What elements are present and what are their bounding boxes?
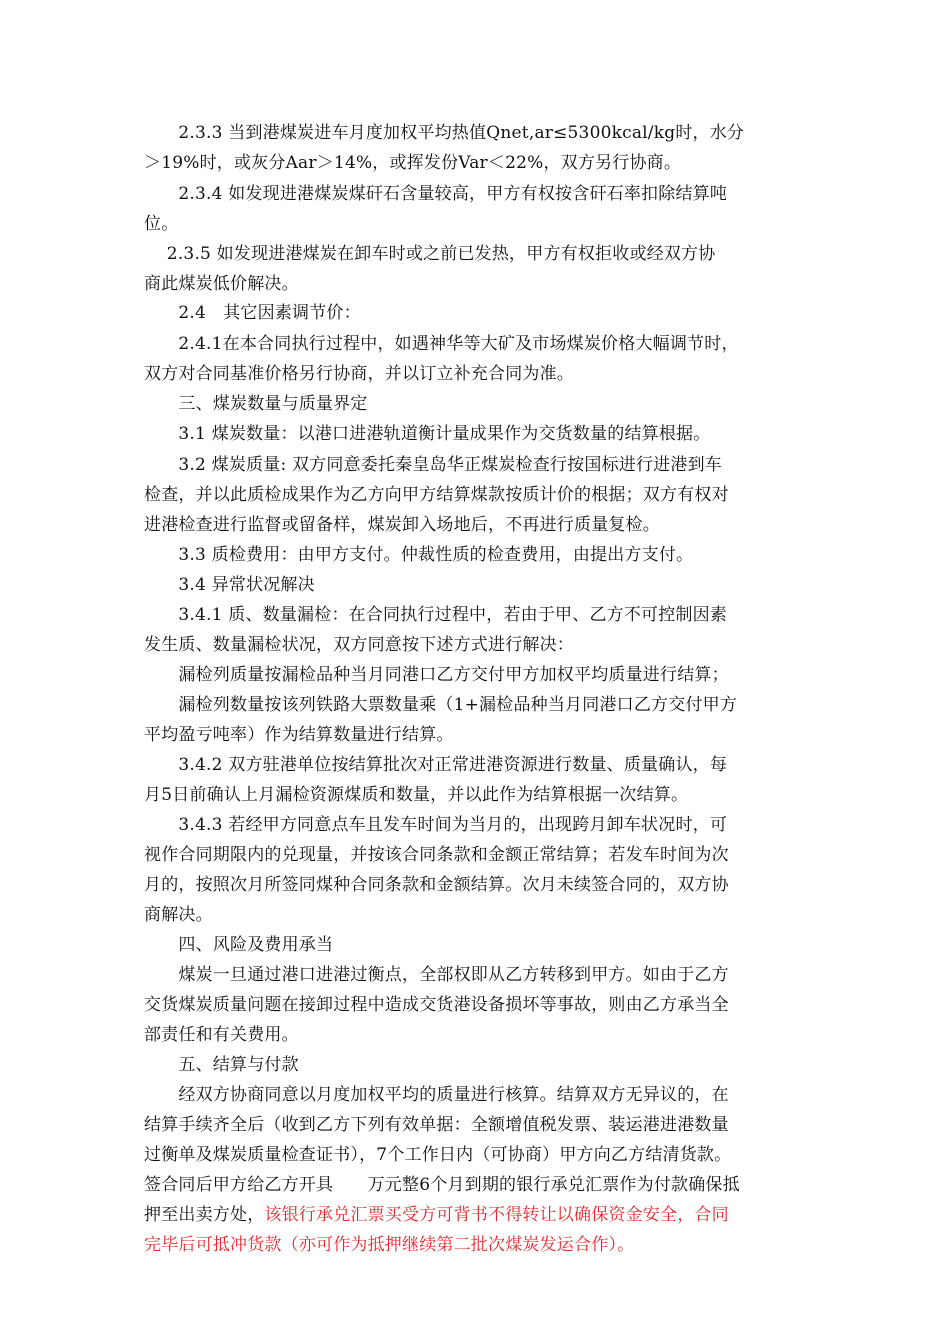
clause-3-4-3-line-1: 3.4.3 若经甲方同意点车且发车时间为当月的，出现跨月卸车状况时，可 [144, 815, 728, 835]
clause-2-3-3-line-2: ＞19%时，或灰分Aar＞14%，或挥发份Var＜22%，双方另行协商。 [144, 153, 682, 173]
clause-3-4-2-line-2: 月5日前确认上月漏检资源煤质和数量，并以此作为结算根据一次结算。 [144, 785, 689, 805]
clause-3-4-3-line-4: 商解决。 [144, 905, 213, 925]
clause-3-4-1-line-2: 发生质、数量漏检状况，双方同意按下述方式进行解决： [144, 635, 574, 655]
section-5-line-3: 过衡单及煤炭质量检查证书），7个工作日内（可协商）甲方向乙方结清货款。 [144, 1145, 732, 1165]
clause-3-4-1-line-1: 3.4.1 质、数量漏检：在合同执行过程中，若由于甲、乙方不可控制因素 [144, 605, 728, 625]
clause-2-4-heading: 2.4 其它因素调节价： [144, 303, 361, 323]
section-5-line-5-black: 押至出卖方处， [144, 1205, 265, 1225]
clause-2-4-1-line-1: 2.4.1在本合同执行过程中，如遇神华等大矿及市场煤炭价格大幅调节时， [144, 334, 739, 354]
section-4-heading: 四、风险及费用承当 [144, 935, 334, 955]
section-3-heading: 三、煤炭数量与质量界定 [144, 394, 368, 414]
section-4-line-3: 部责任和有关费用。 [144, 1025, 299, 1045]
clause-2-3-5-line-2: 商此煤炭低价解决。 [144, 274, 299, 294]
clause-2-3-3-line-1: 2.3.3 当到港煤炭进车月度加权平均热值Qnet,ar≤5300kcal/kg时，水分 [144, 123, 745, 143]
section-4-line-2: 交货煤炭质量问题在接卸过程中造成交货港设备损坏等事故，则由乙方承当全 [144, 995, 729, 1015]
section-5-line-4: 签合同后甲方给乙方开具 万元整6个月到期的银行承兑汇票作为付款确保抵 [144, 1175, 740, 1195]
clause-2-3-4-line-1: 2.3.4 如发现进港煤炭煤矸石含量较高，甲方有权按含矸石率扣除结算吨 [144, 184, 728, 204]
clause-3-4-1-line-4: 漏检列数量按该列铁路大票数量乘（1+漏检品种当月同港口乙方交付甲方 [144, 695, 738, 715]
clause-2-3-5-line-1: 2.3.5 如发现进港煤炭在卸车时或之前已发热，甲方有权拒收或经双方协 [144, 244, 716, 264]
section-5-line-5 [144, 1204, 814, 1226]
clause-3-4-heading: 3.4 异常状况解决 [144, 575, 315, 595]
clause-3-4-1-line-3: 漏检列质量按漏检品种当月同港口乙方交付甲方加权平均质量进行结算； [144, 665, 729, 685]
clause-2-3-4-line-2: 位。 [144, 214, 179, 234]
red-highlight-text: 该银行承兑汇票买受方可背书不得转让以确保资金安全，合同 [264, 1205, 729, 1225]
section-5-line-2: 结算手续齐全后（收到乙方下列有效单据：全额增值税发票、装运港进港数量 [144, 1115, 729, 1135]
clause-3-4-2-line-1: 3.4.2 双方驻港单位按结算批次对正常进港资源进行数量、质量确认，每 [144, 755, 728, 775]
section-4-line-1: 煤炭一旦通过港口进港过衡点，全部权即从乙方转移到甲方。如由于乙方 [144, 965, 729, 985]
clause-2-4-1-line-2: 双方对合同基准价格另行协商，并以订立补充合同为准。 [144, 364, 574, 384]
clause-3-4-1-line-5: 平均盈亏吨率）作为结算数量进行结算。 [144, 725, 454, 745]
clause-3-2-line-3: 进港检查进行监督或留备样，煤炭卸入场地后，不再进行质量复检。 [144, 515, 660, 535]
clause-3-1: 3.1 煤炭数量：以港口进港轨道衡计量成果作为交货数量的结算根据。 [144, 424, 711, 444]
clause-3-4-3-line-3: 月的，按照次月所签同煤种合同条款和金额结算。次月未续签合同的，双方协 [144, 875, 729, 895]
clause-3-3: 3.3 质检费用：由甲方支付。仲裁性质的检查费用，由提出方支付。 [144, 545, 694, 565]
clause-3-2-line-2: 检查，并以此质检成果作为乙方向甲方结算煤款按质计价的根据；双方有权对 [144, 485, 729, 505]
clause-3-4-3-line-2: 视作合同期限内的兑现量，并按该合同条款和金额正常结算；若发车时间为次 [144, 845, 729, 865]
clause-3-2-line-1: 3.2 煤炭质量: 双方同意委托秦皇岛华正煤炭检查行按国标进行进港到车 [144, 455, 722, 475]
section-5-line-6-red: 完毕后可抵冲货款（亦可作为抵押继续第二批次煤炭发运合作）。 [144, 1235, 635, 1255]
section-5-line-1: 经双方协商同意以月度加权平均的质量进行核算。结算双方无异议的，在 [144, 1085, 729, 1105]
section-5-heading: 五、结算与付款 [144, 1055, 299, 1075]
